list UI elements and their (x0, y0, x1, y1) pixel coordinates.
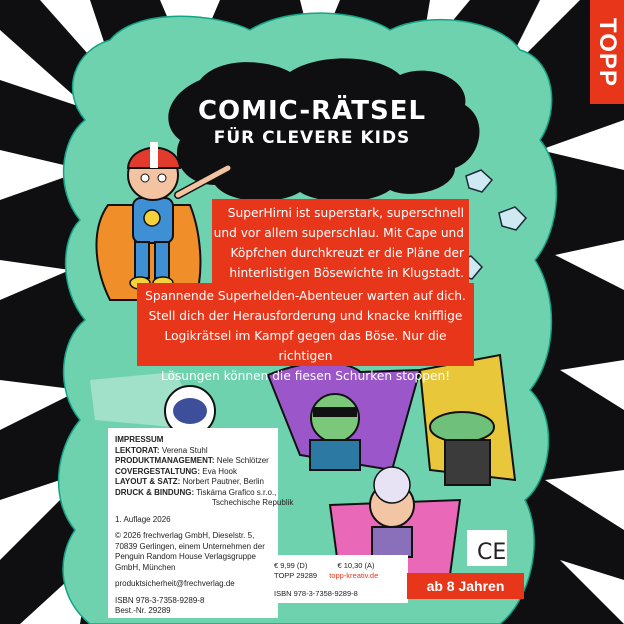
adventure-textbox (137, 283, 474, 383)
publisher-line: © 2026 frechverlag GmbH, Dieselstr. 5, (115, 531, 255, 540)
pricing (274, 561, 378, 581)
credit-row: COVERGESTALTUNG: Eva Hook (115, 466, 237, 476)
publisher-logo: TOPP (590, 0, 624, 104)
adventure-line: Spannende Superhelden-Abenteuer warten auf dich. (145, 289, 466, 303)
credit-row-continued: Tschechische Republik (212, 498, 294, 507)
edition: 1. Auflage 2026 (115, 514, 171, 524)
order-number: Best.-Nr. 29289 (115, 606, 171, 615)
credit-row: DRUCK & BINDUNG: Tiskárna Grafico s.r.o., (115, 487, 277, 497)
isbn-barcode-text: ISBN 978-3-7358-9289-8 (274, 589, 358, 598)
adventure-line: Logikrätsel im Kampf gegen das Böse. Nur die richtigen (164, 329, 447, 363)
credit-row: LAYOUT & SATZ: Norbert Pautner, Berlin (115, 477, 264, 486)
intro-line: und vor allem superschlau. Mit Cape und (213, 226, 464, 240)
safety-email: produktsicherheit@frechverlag.de (115, 579, 235, 588)
price-at: € 10,30 (A) (337, 561, 375, 570)
credit-row: PRODUKTMANAGEMENT: Nele Schlötzer (115, 456, 269, 465)
adventure-line: Lösungen können die fiesen Schurken stoppen! (160, 369, 451, 383)
credit-row: LEKTORAT: Verena Stuhl (115, 445, 208, 455)
book-subtitle: FÜR CLEVERE KIDS (213, 128, 411, 148)
price-de: € 9,99 (D) (274, 561, 308, 570)
isbn: ISBN 978-3-7358-9289-8 (115, 595, 205, 605)
ce-mark: CE (477, 540, 507, 565)
intro-line: hinterlistigen Bösewichte in Klugstadt. (229, 266, 464, 280)
adventure-line: Stell dich der Herausforderung und knacke knifflige (148, 309, 463, 323)
intro-textbox (212, 199, 469, 283)
impressum-heading: IMPRESSUM (115, 435, 164, 444)
publisher-line: 70839 Gerlingen, einem Unternehmen der (115, 541, 265, 551)
publisher-line: Penguin Random House Verlagsgruppe (115, 552, 256, 561)
intro-line: Köpfchen durchkreuzt er die Pläne der (230, 246, 464, 260)
book-title: COMIC-RÄTSEL (197, 96, 427, 126)
website: topp-kreativ.de (329, 571, 379, 580)
intro-line: SuperHirni ist superstark, superschnell (227, 206, 464, 220)
age-badge: ab 8 Jahren (407, 573, 524, 599)
publisher-line: GmbH, München (115, 562, 176, 572)
topp-number: TOPP 29289 (274, 571, 318, 580)
